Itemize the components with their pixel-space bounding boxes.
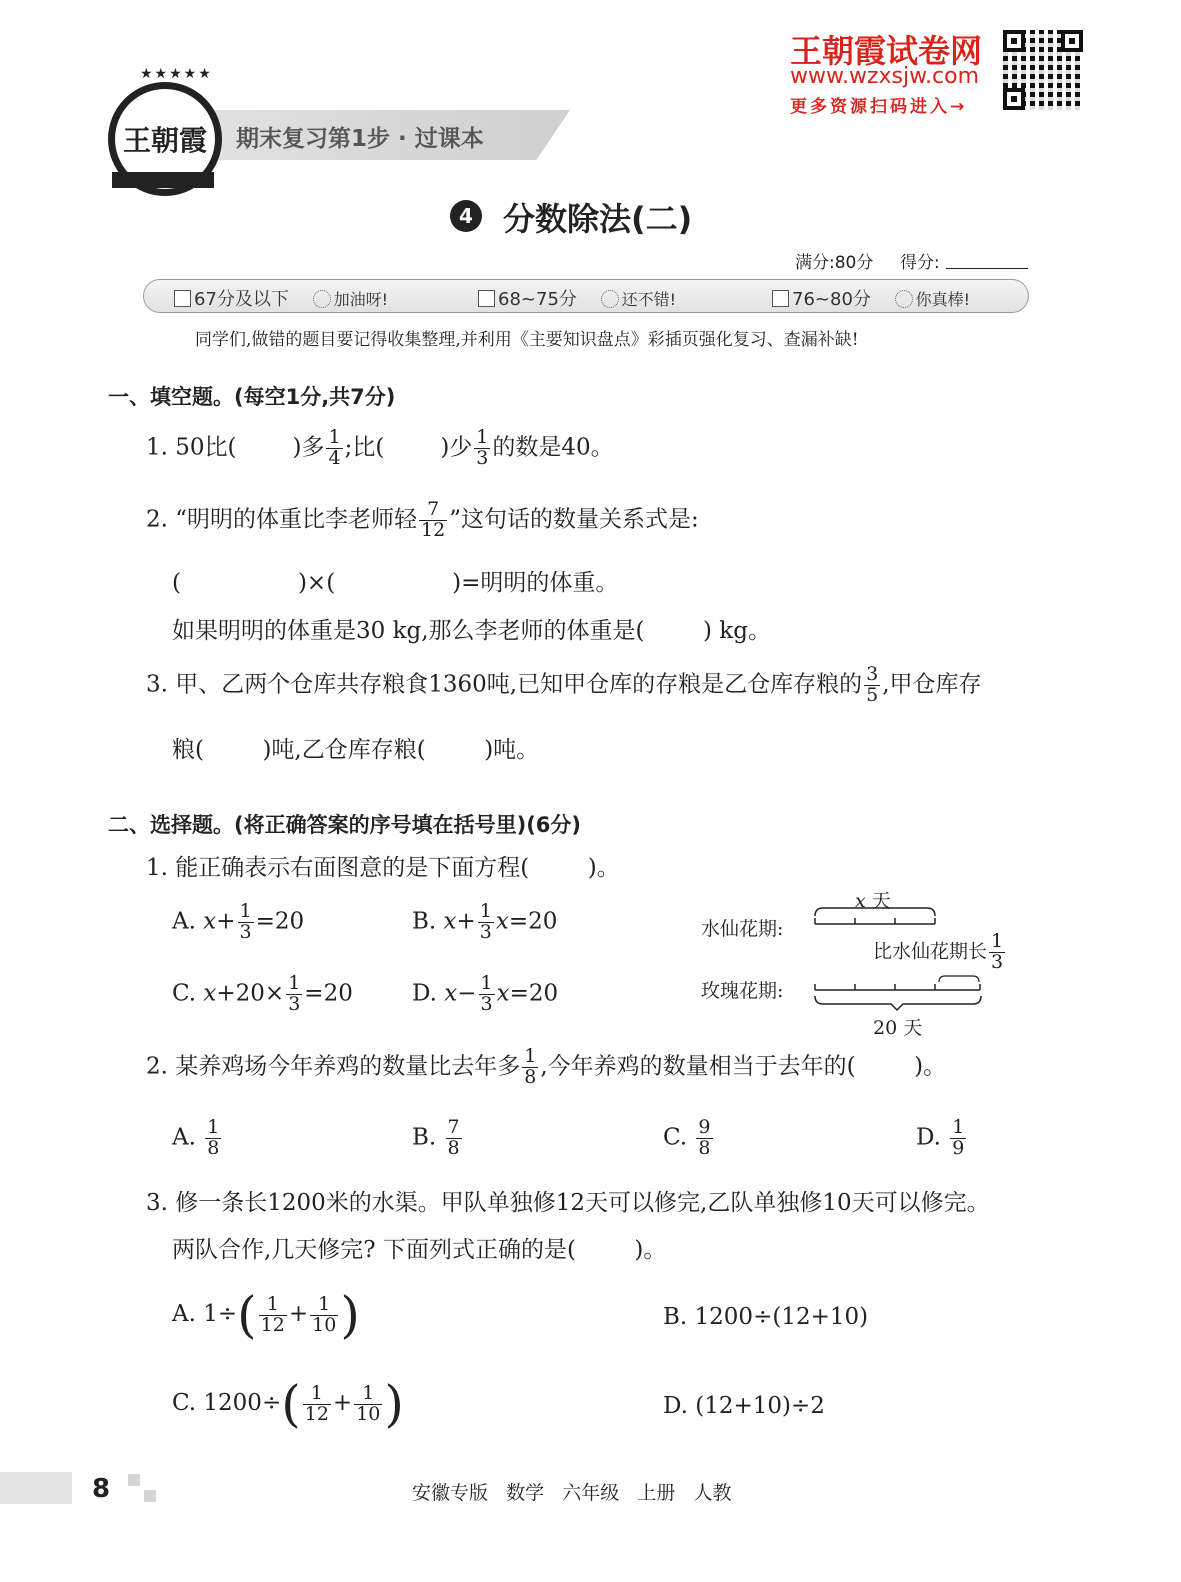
s2-q2-option-c[interactable]: C. $\frac{9}{8}$ <box>663 1116 711 1159</box>
segment-diagram <box>695 880 1055 1040</box>
qr-code-icon[interactable] <box>1003 30 1083 110</box>
smile-icon <box>601 290 619 308</box>
checkbox[interactable] <box>772 290 789 307</box>
s1-q2-relation[interactable]: ( )×( )=明明的体重。 <box>172 570 619 596</box>
s2-q2-option-d[interactable]: D. $\frac{1}{9}$ <box>916 1116 965 1159</box>
s2-question-3: 3. 修一条长1200米的水渠。甲队单独修12天可以修完,乙队单独修10天可以修完。 <box>146 1190 990 1216</box>
s1-q2-follow-up[interactable]: 如果明明的体重是30 kg,那么李老师的体重是( ) kg。 <box>172 618 771 644</box>
s2-q3-option-a[interactable]: A. 1÷( $\frac{1}{12}$ + $\frac{1}{10}$ ) <box>172 1286 360 1344</box>
s2-question-1[interactable]: 1. 能正确表示右面图意的是下面方程( )。 <box>146 855 620 881</box>
section-2-heading: 二、选择题。(将正确答案的序号填在括号里)(6分) <box>108 813 582 837</box>
s2-q1-option-d[interactable]: D. x− $\frac{1}{3}$ x=20 <box>412 972 559 1015</box>
s1-question-1: 1. 50比( )多 $\frac{1}{4}$ ;比( )少 $\frac{1}{3}$ 的数是40。 <box>146 426 614 469</box>
s2-q3-option-d[interactable]: D. (12+10)÷2 <box>663 1393 825 1419</box>
page-number: 8 <box>92 1474 111 1504</box>
s2-q3-option-c[interactable]: C. 1200÷( $\frac{1}{12}$ + $\frac{1}{10}$ ) <box>172 1375 404 1433</box>
checkbox[interactable] <box>174 290 191 307</box>
brand-slogan: 更多资源扫码进入→ <box>790 97 968 117</box>
s1-q3-blanks[interactable]: 粮( )吨,乙仓库存粮( )吨。 <box>172 737 540 763</box>
section-1-heading: 一、填空题。(每空1分,共7分) <box>108 385 396 409</box>
score-level-3[interactable]: 76~80分 你真棒! <box>772 285 970 311</box>
diagram-bottom-label: 20 天 <box>873 1017 923 1039</box>
diagram-top-label: x 天 <box>855 890 891 912</box>
s2-q1-option-a[interactable]: A. x+ $\frac{1}{3}$ =20 <box>172 900 305 943</box>
smile-icon <box>313 290 331 308</box>
s2-q2-option-b[interactable]: B. $\frac{7}{8}$ <box>412 1116 460 1159</box>
score-level-1[interactable]: 67分及以下 加油呀! <box>174 285 388 311</box>
smile-icon <box>895 290 913 308</box>
s2-q3-line-2[interactable]: 两队合作,几天修完? 下面列式正确的是( )。 <box>172 1237 667 1263</box>
footer-text: 安徽专版 数学 六年级 上册 人教 <box>412 1482 732 1504</box>
logo-text: 王朝霞 <box>123 124 208 157</box>
s2-q2-option-a[interactable]: A. $\frac{1}{8}$ <box>172 1116 220 1159</box>
score-label: 得分: <box>900 253 940 273</box>
s1-question-2: 2. “明明的体重比李老师轻 $\frac{7}{12}$ ”这句话的数量关系式是: <box>146 498 699 541</box>
checkbox[interactable] <box>478 290 495 307</box>
s1-question-3: 3. 甲、乙两个仓库共存粮食1360吨,已知甲仓库的存粮是乙仓库存粮的 $\frac{3}{5}$ ,甲仓库存 <box>146 663 982 706</box>
logo-ribbon <box>112 172 214 188</box>
footer-bar <box>0 1472 72 1504</box>
brand-url[interactable]: www.wzxsjw.com <box>790 64 980 89</box>
diagram-more-label: 比水仙花期长 $\frac{1}{3}$ <box>873 930 1004 973</box>
s2-q3-option-b[interactable]: B. 1200÷(12+10) <box>663 1304 869 1330</box>
s2-question-2[interactable]: 2. 某养鸡场今年养鸡的数量比去年多 $\frac{1}{8}$ ,今年养鸡的数量相当于去年的( )。 <box>146 1045 947 1088</box>
s2-q1-option-c[interactable]: C. x+20× $\frac{1}{3}$ =20 <box>172 972 353 1015</box>
banner-text: 期末复习第1步 · 过课本 <box>236 126 484 152</box>
page-title: 分数除法(二) <box>503 200 693 238</box>
brand-name: 王朝霞试卷网 <box>790 32 983 70</box>
diagram-row2-label: 玫瑰花期: <box>701 980 784 1002</box>
full-score: 满分:80分 <box>795 253 874 273</box>
s2-q1-option-b[interactable]: B. x+ $\frac{1}{3}$ x=20 <box>412 900 558 943</box>
diagram-row1-label: 水仙花期: <box>701 918 784 940</box>
footer-deco <box>128 1474 156 1502</box>
score-level-2[interactable]: 68~75分 还不错! <box>478 285 676 311</box>
title-number-badge: 4 <box>450 200 482 232</box>
notice-text: 同学们,做错的题目要记得收集整理,并利用《主要知识盘点》彩插页强化复习、查漏补缺! <box>195 330 859 350</box>
logo-stars: ★★★★★ <box>140 66 213 82</box>
score-input[interactable] <box>946 268 1028 269</box>
